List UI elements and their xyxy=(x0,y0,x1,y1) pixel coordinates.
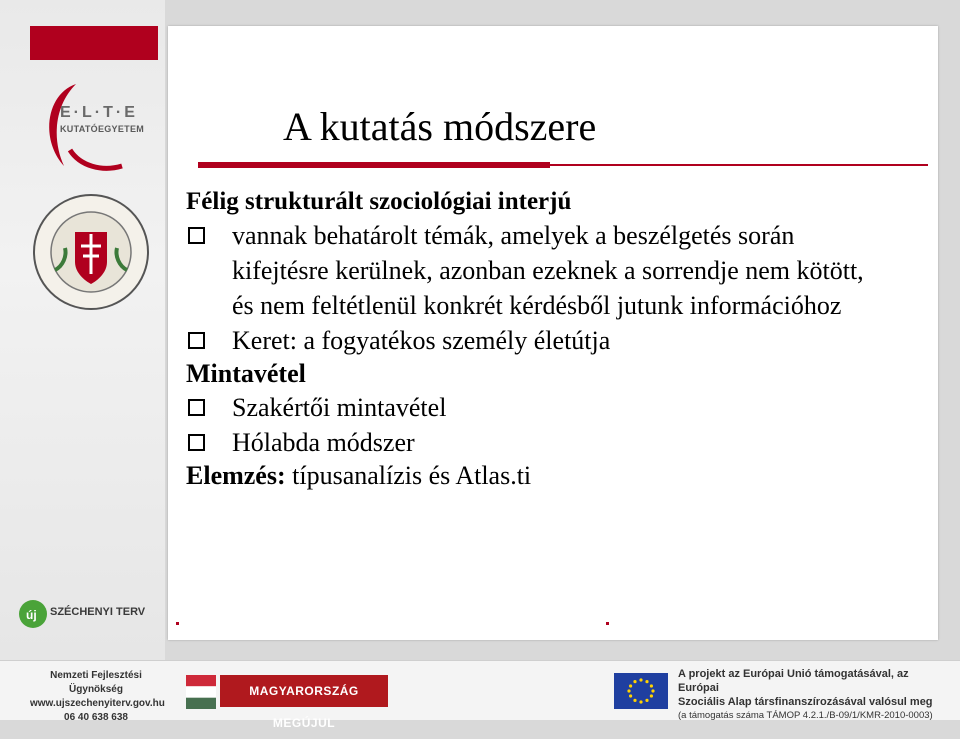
eu-flag-icon xyxy=(614,673,668,709)
agency-info xyxy=(30,669,165,725)
slide-card xyxy=(168,26,938,640)
slide-content xyxy=(186,186,926,492)
section-heading-sampling: Mintavétel xyxy=(186,359,306,388)
university-seal-icon xyxy=(31,192,151,312)
agency-phone: 06 40 638 638 xyxy=(64,712,128,723)
grant-number: (a támogatás száma TÁMOP 4.2.1./B-09/1/KMR-2010-0003) xyxy=(678,710,933,721)
hungarian-flag-icon xyxy=(186,675,216,709)
red-header-tab xyxy=(30,26,158,60)
eu-funding-line: A projekt az Európai Unió támogatásával, az Európai xyxy=(678,668,909,694)
elte-logo-subtitle: KUTATÓEGYETEM xyxy=(60,124,145,134)
magyarorszag-megujul-banner: MAGYARORSZÁG MEGÚJUL xyxy=(220,675,388,707)
bullet-text: vannak behatárolt témák, amelyek a beszélgetés során kifejtésre kerülnek, azonban ezeknek a sorrendje nem kötött, és nem feltétlenül konkrét kérdésből jutunk információhoz xyxy=(232,221,864,320)
bullet-item xyxy=(186,390,926,425)
checkbox-bullet-icon xyxy=(188,332,205,349)
bullet-item xyxy=(186,218,876,323)
decorative-dot xyxy=(606,622,609,625)
elte-logo-text: E·L·T·E xyxy=(60,104,138,121)
analysis-label: Elemzés: xyxy=(186,461,286,490)
agency-website: www.ujszechenyiterv.gov.hu xyxy=(30,698,165,709)
title-underline-accent xyxy=(198,162,550,168)
agency-name: Nemzeti Fejlesztési Ügynökség xyxy=(50,670,142,695)
bullet-item xyxy=(186,323,926,358)
checkbox-bullet-icon xyxy=(188,399,205,416)
analysis-methods: típusanalízis és Atlas.ti xyxy=(285,461,532,490)
checkbox-bullet-icon xyxy=(188,227,205,244)
svg-text:új: új xyxy=(26,608,37,622)
bullet-text: Hólabda módszer xyxy=(232,428,415,457)
bullet-text: Keret: a fogyatékos személy életútja xyxy=(232,326,611,355)
bullet-item xyxy=(186,425,926,460)
bullet-text: Szakértői mintavétel xyxy=(232,393,447,422)
slide-title: A kutatás módszere xyxy=(283,104,597,149)
szechenyi-terv-label: SZÉCHENYI TERV xyxy=(50,606,146,618)
eu-funding-info xyxy=(678,667,948,723)
footer-bar xyxy=(0,660,960,730)
section-heading-interview: Félig strukturált szociológiai interjú xyxy=(186,188,572,215)
decorative-dot xyxy=(176,622,179,625)
checkbox-bullet-icon xyxy=(188,434,205,451)
section-heading-analysis xyxy=(186,460,926,492)
eu-funding-line: Szociális Alap társfinanszírozásával valósul meg xyxy=(678,696,933,708)
